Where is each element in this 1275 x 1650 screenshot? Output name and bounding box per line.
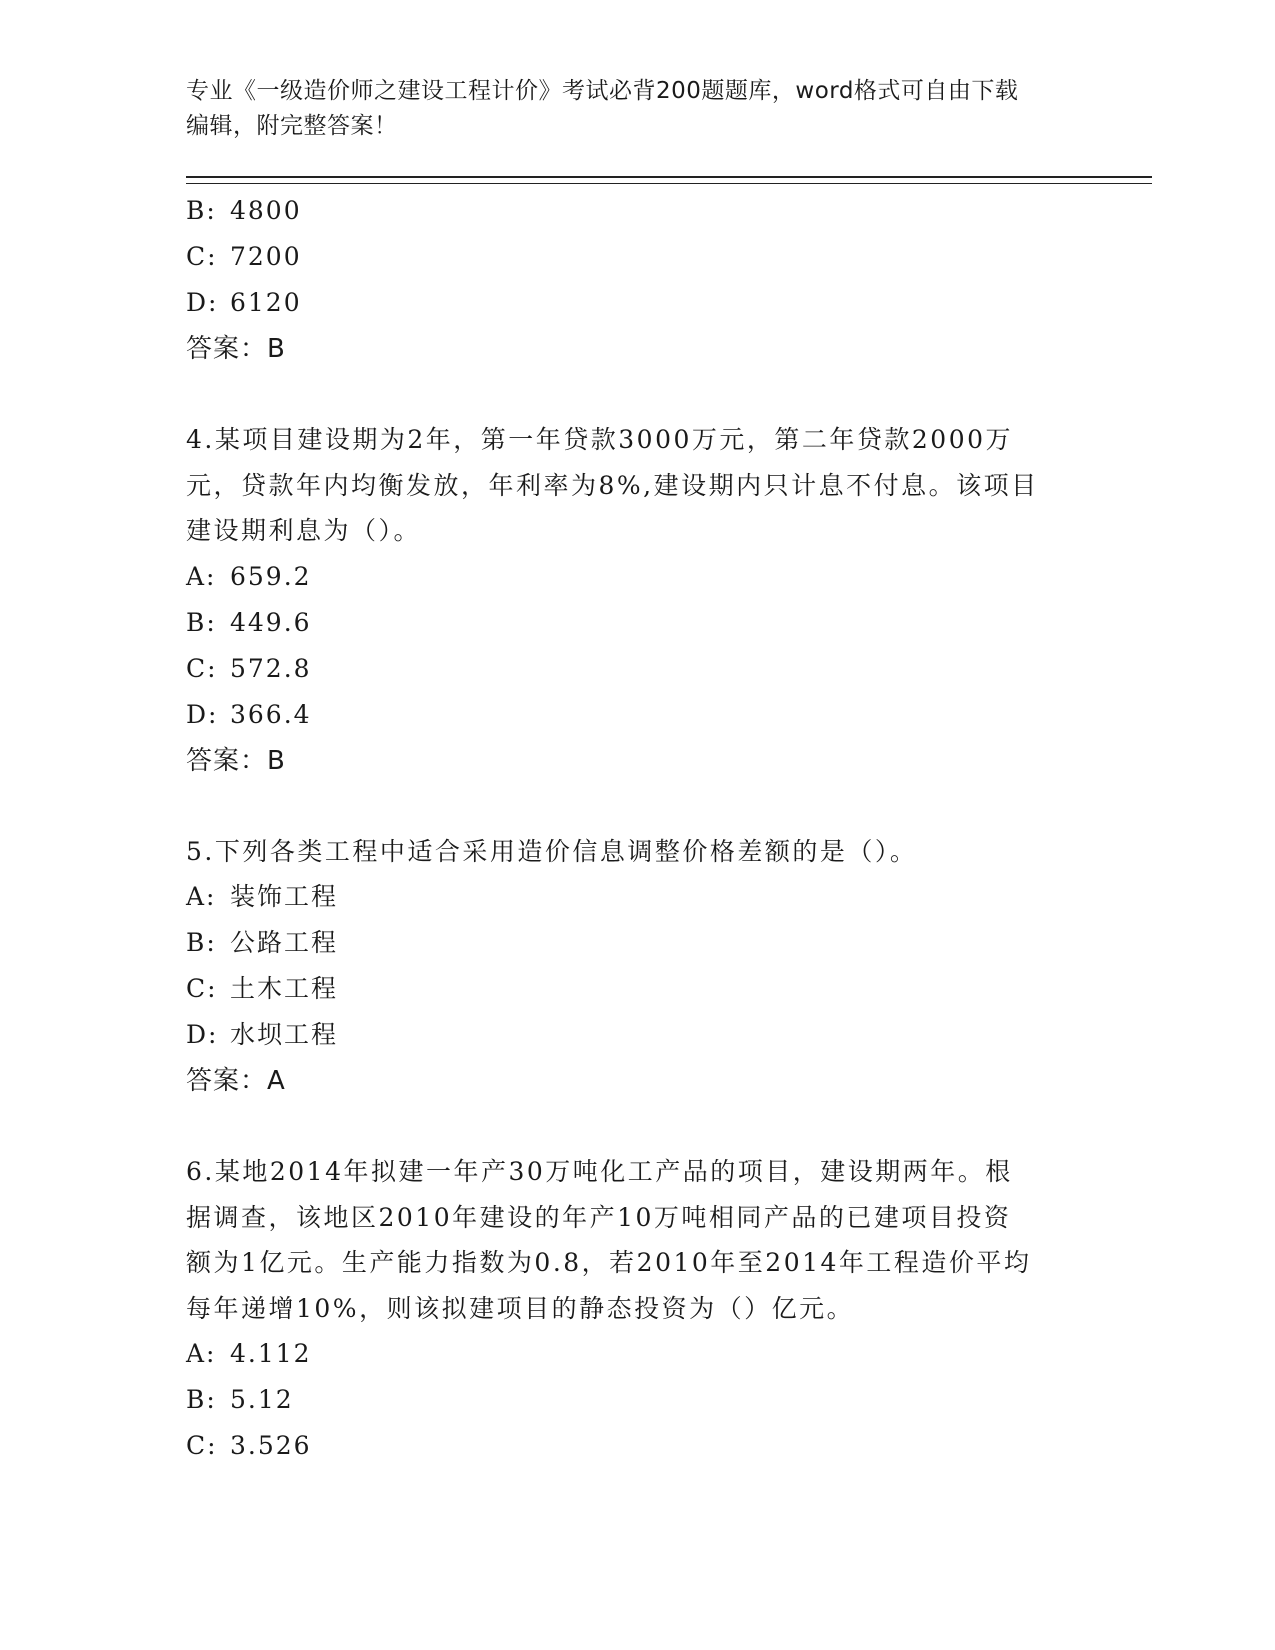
- question-5: [186, 829, 1086, 1105]
- option-b: B: 5.12: [186, 1385, 294, 1414]
- option-b: B: 4800: [186, 196, 302, 225]
- question-6: [186, 1149, 1086, 1469]
- option-c: C: 3.526: [186, 1431, 312, 1460]
- header-line-2: 编辑，附完整答案！: [186, 113, 398, 139]
- option-d: D: 366.4: [186, 699, 312, 729]
- option-b: B: 公路工程: [186, 928, 339, 957]
- question-text: 6.某地2014年拟建一年产30万吨化工产品的项目，建设期两年。根 据调查，该地区2010年建设的年产10万吨相同产品的已建项目投资 额为1亿元。生产能力指数为0.8，若2010年至2014年工程造价平均 每年递增10%，则该拟建项目的静态投资为（）亿元。: [186, 1157, 1032, 1323]
- option-d: D: 水坝工程: [186, 1020, 339, 1049]
- question-text: 5.下列各类工程中适合采用造价信息调整价格差额的是（）。: [186, 836, 918, 866]
- question-text: 4.某项目建设期为2年，第一年贷款3000万元，第二年贷款2000万 元，贷款年内均衡发放，年利率为8%,建设期内只计息不付息。该项目 建设期利息为（）。: [186, 425, 1039, 545]
- page-header: [186, 74, 1066, 144]
- option-d: D: 6120: [186, 288, 302, 317]
- answer-line: 答案：A: [186, 1066, 286, 1096]
- answer-line: 答案：B: [186, 745, 286, 776]
- option-c: C: 土木工程: [186, 974, 339, 1003]
- answer-line: 答案：B: [186, 334, 286, 364]
- question-4: [186, 417, 1086, 784]
- option-c: C: 572.8: [186, 653, 312, 683]
- question-3-tail: [186, 188, 1086, 372]
- option-a: A: 装饰工程: [186, 882, 339, 911]
- option-a: A: 4.112: [186, 1339, 312, 1368]
- header-divider-thin: [186, 183, 1152, 184]
- option-c: C: 7200: [186, 242, 302, 271]
- option-b: B: 449.6: [186, 607, 312, 637]
- option-a: A: 659.2: [186, 561, 312, 591]
- header-line-1: 专业《一级造价师之建设工程计价》考试必背200题题库，word格式可自由下载: [186, 78, 1019, 104]
- document-body: [186, 188, 1086, 1469]
- header-divider-thick: [186, 176, 1152, 178]
